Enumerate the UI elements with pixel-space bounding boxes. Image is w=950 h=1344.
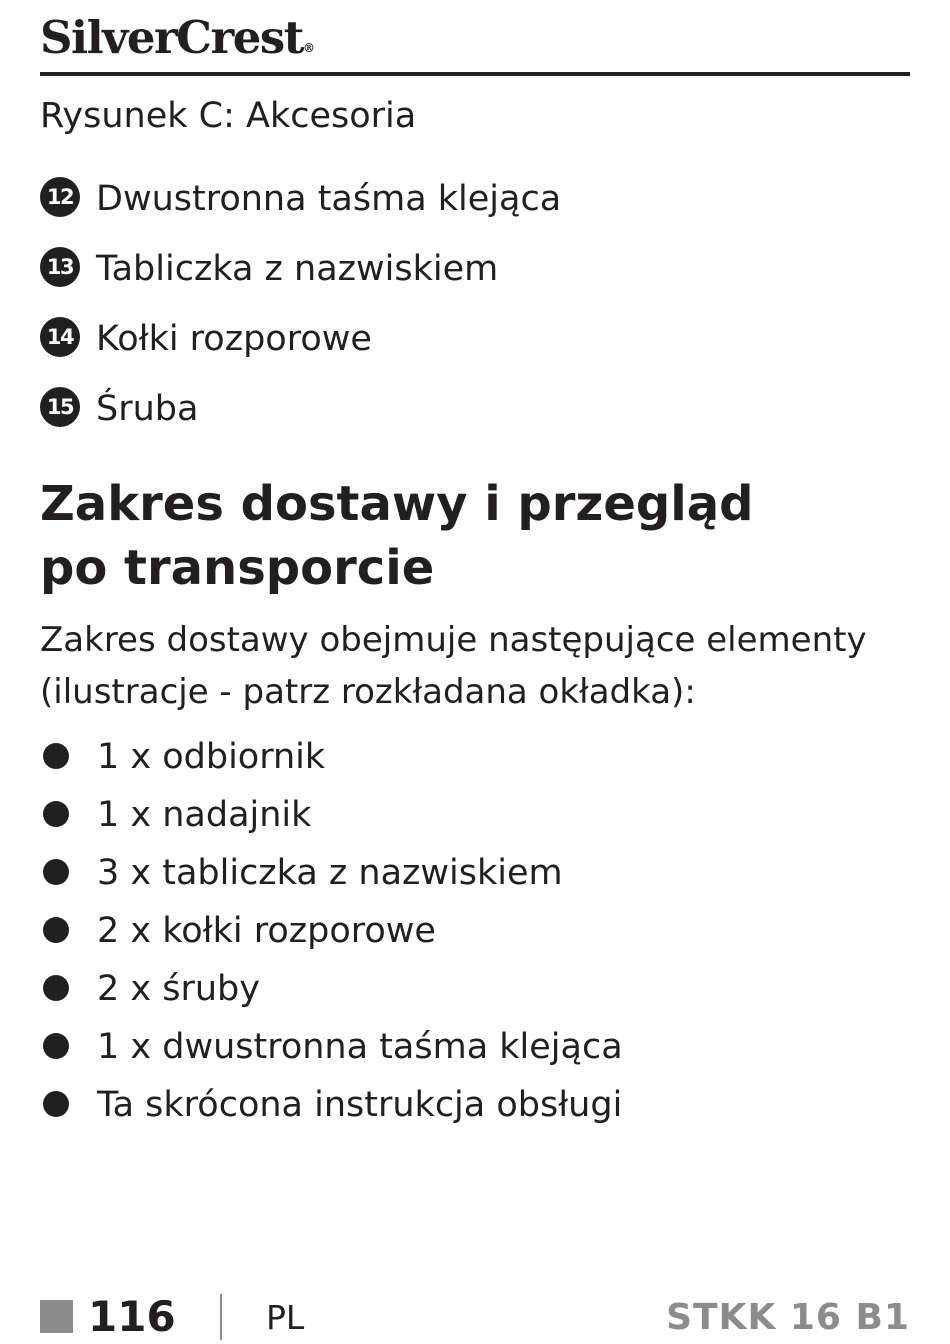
registered-mark: ® — [302, 41, 315, 55]
section-intro — [40, 614, 920, 718]
brand-name: SilverCrest — [40, 11, 303, 64]
accessories-list — [40, 164, 910, 444]
accessory-label: Śruba — [96, 389, 199, 429]
bullet-icon — [43, 743, 69, 769]
list-item — [40, 728, 910, 786]
bullet-icon — [43, 801, 69, 827]
accessory-item — [40, 304, 910, 374]
language-code: PL — [266, 1298, 305, 1337]
list-item — [40, 1076, 910, 1134]
figure-caption: Rysunek C: Akcesoria — [40, 96, 417, 136]
page-footer — [40, 1290, 910, 1344]
bullet-icon — [43, 859, 69, 885]
section-heading — [40, 472, 920, 600]
footer-divider — [220, 1294, 222, 1340]
list-item-label: 1 x nadajnik — [97, 795, 312, 835]
list-item-label: 3 x tabliczka z nazwiskiem — [97, 853, 563, 893]
intro-line1: Zakres dostawy obejmuje następujące elementy — [40, 620, 867, 660]
accessory-label: Tabliczka z nazwiskiem — [96, 249, 499, 289]
bullet-icon — [43, 917, 69, 943]
intro-line2: (ilustracje - patrz rozkładana okładka): — [40, 672, 696, 712]
list-item — [40, 960, 910, 1018]
footer-square-icon — [40, 1300, 73, 1333]
accessory-item — [40, 164, 910, 234]
bullet-icon — [43, 975, 69, 1001]
number-badge-icon: 14 — [40, 317, 80, 357]
accessory-label: Dwustronna taśma klejąca — [96, 179, 562, 219]
accessory-item — [40, 374, 910, 444]
accessory-item — [40, 234, 910, 304]
section-heading-line1: Zakres dostawy i przegląd — [40, 476, 754, 532]
list-item — [40, 844, 910, 902]
list-item — [40, 786, 910, 844]
number-badge-icon: 12 — [40, 177, 80, 217]
page-header — [40, 4, 910, 74]
number-badge-icon: 15 — [40, 387, 80, 427]
list-item-label: 2 x kołki rozporowe — [97, 911, 436, 951]
delivery-contents-list — [40, 728, 910, 1134]
list-item-label: 1 x dwustronna taśma klejąca — [97, 1027, 623, 1067]
page-number: 116 — [88, 1292, 176, 1341]
model-number: STKK 16 B1 — [666, 1297, 910, 1338]
list-item-label: 2 x śruby — [97, 969, 260, 1009]
accessory-label: Kołki rozporowe — [96, 319, 372, 359]
bullet-icon — [43, 1033, 69, 1059]
list-item — [40, 1018, 910, 1076]
brand-logo — [40, 8, 315, 68]
section-heading-line2: po transporcie — [40, 540, 435, 596]
list-item — [40, 902, 910, 960]
list-item-label: 1 x odbiornik — [97, 737, 326, 777]
list-item-label: Ta skrócona instrukcja obsługi — [97, 1085, 623, 1125]
header-rule — [40, 72, 910, 76]
number-badge-icon: 13 — [40, 247, 80, 287]
bullet-icon — [43, 1091, 69, 1117]
